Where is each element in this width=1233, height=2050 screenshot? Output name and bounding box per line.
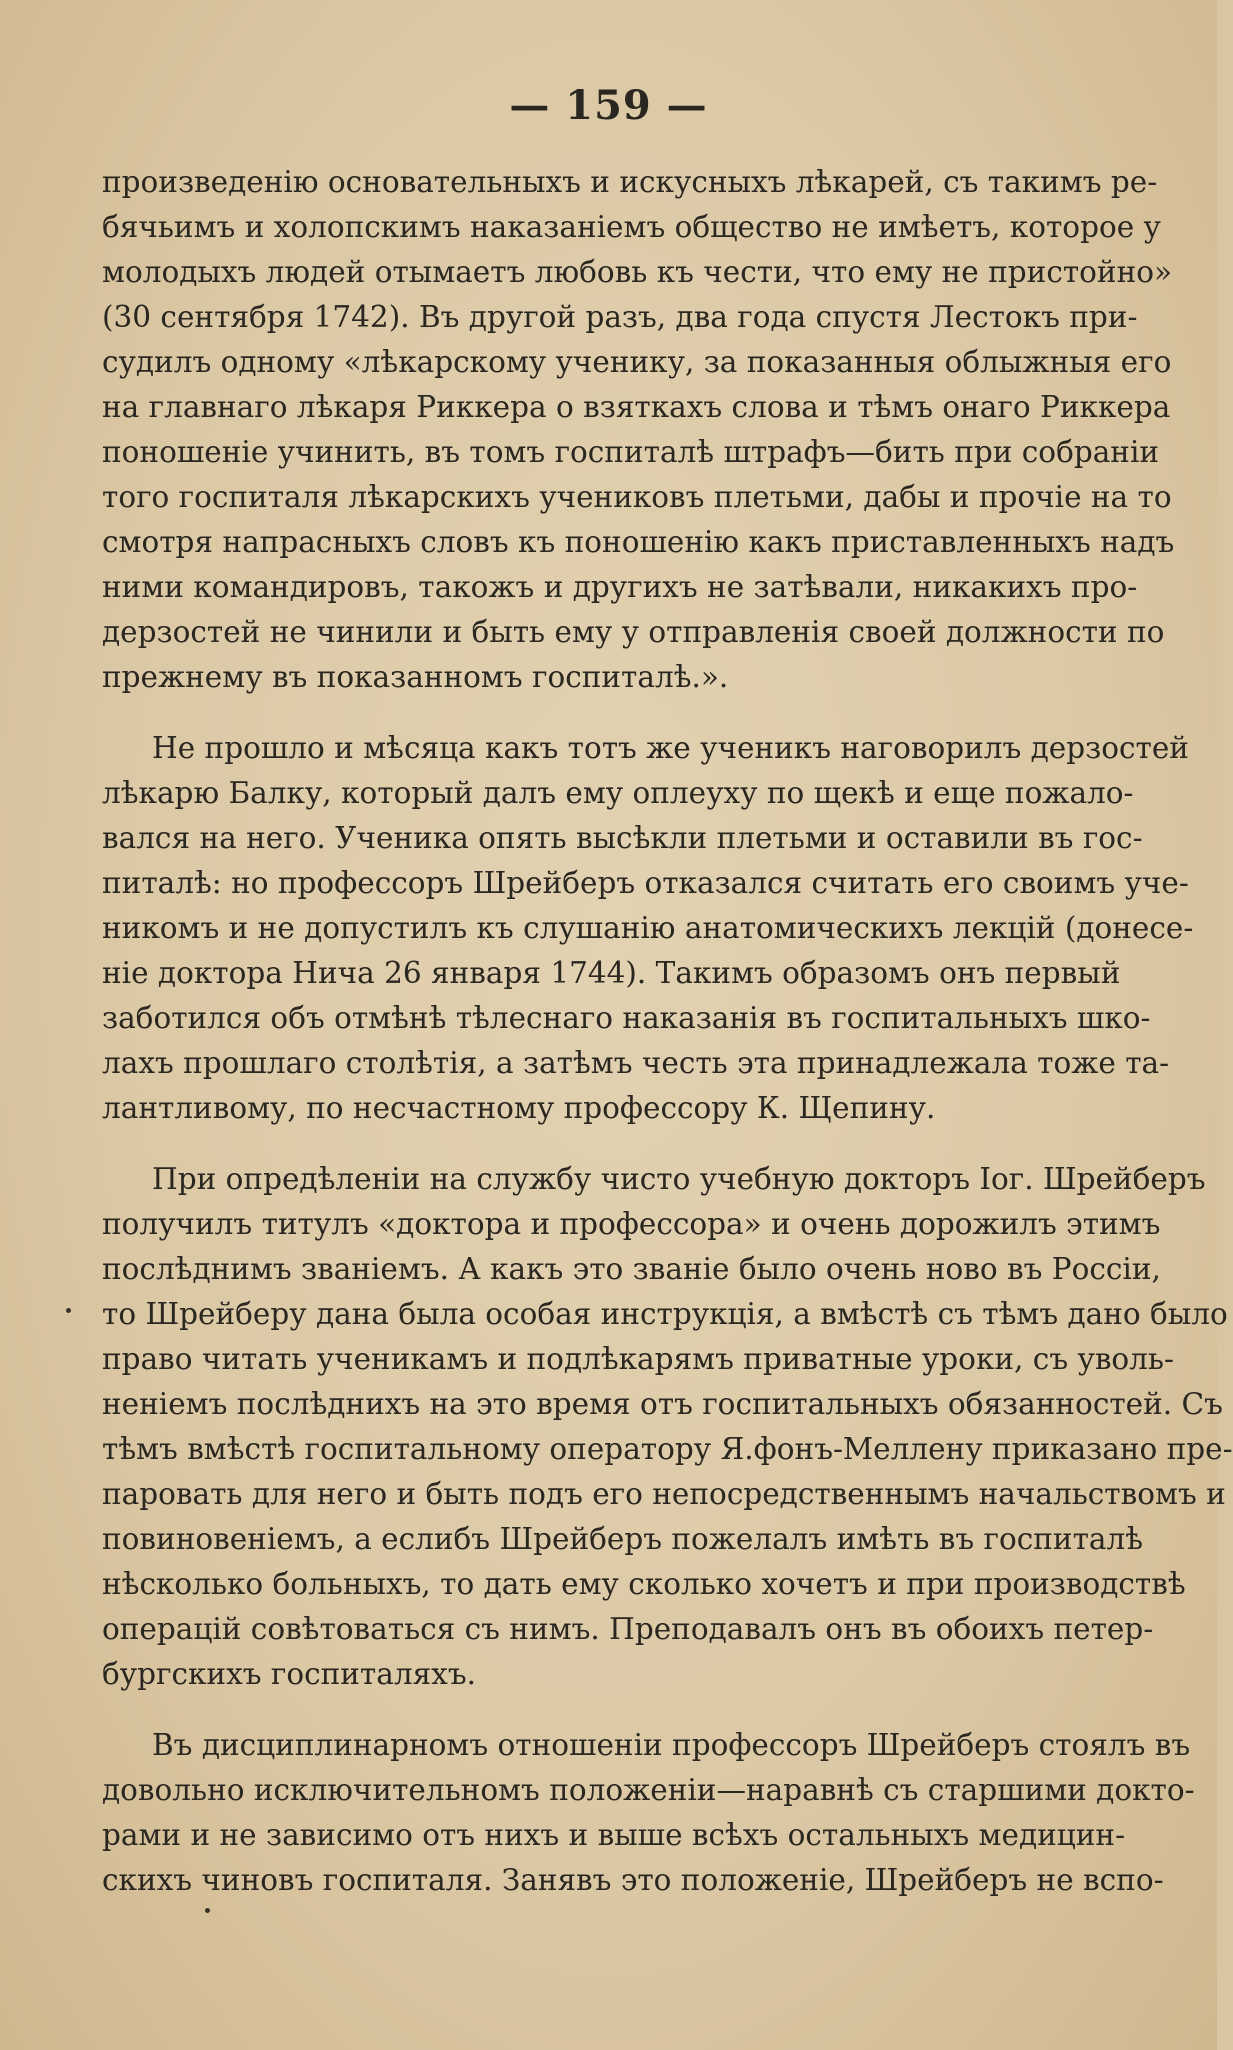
text-line: скихъ чиновъ госпиталя. Занявъ это положеніе, Шрейберъ не вспо- [102,1863,1164,1897]
text-line: паровать для него и быть подъ его непосредственнымъ начальствомъ и [102,1477,1226,1511]
text-line: послѣднимъ званіемъ. А какъ это званіе было очень ново въ Россіи, [102,1252,1161,1286]
text-line: повиновеніемъ, а еслибъ Шрейберъ пожелалъ имѣть въ госпиталѣ [102,1522,1144,1556]
text-line: тѣмъ вмѣстѣ госпитальному оператору Я.фонъ-Меллену приказано пре- [102,1432,1233,1466]
text-line: лантливому, по несчастному профессору К. Щепину. [102,1091,936,1125]
ink-speck [205,1908,210,1913]
text-line: молодыхъ людей отымаетъ любовь къ чести, что ему не пристойно» [102,255,1173,289]
text-line: заботился объ отмѣнѣ тѣлеснаго наказанія въ госпитальныхъ шко- [102,1001,1151,1035]
text-line: никомъ и не допустилъ къ слушанію анатомическихъ лекцій (донесе- [102,911,1194,945]
text-line: Въ дисциплинарномъ отношеніи профессоръ Шрейберъ стоялъ въ [152,1728,1191,1762]
paragraph-1 [102,160,1175,700]
text-line: неніемъ послѣднихъ на это время отъ госпитальныхъ обязанностей. Съ [102,1387,1223,1421]
text-line: (30 сентября 1742). Въ другой разъ, два года спустя Лестокъ при- [102,300,1138,334]
text-line: рами и не зависимо отъ нихъ и выше всѣхъ остальныхъ медицин- [102,1818,1126,1852]
text-line: нѣсколько больныхъ, то дать ему сколько хочетъ и при производствѣ [102,1567,1186,1601]
text-line: дерзостей не чинили и быть ему у отправленія своей должности по [102,615,1165,649]
page-number: — 159 — [509,82,708,129]
text-line: произведенію основательныхъ и искусныхъ лѣкарей, съ такимъ ре- [102,165,1158,199]
text-line: ніе доктора Нича 26 января 1744). Такимъ образомъ онъ первый [102,956,1121,990]
paragraph-2 [102,726,1194,1131]
text-line: право читать ученикамъ и подлѣкарямъ приватные уроки, съ уволь- [102,1342,1174,1376]
body-text [102,160,1233,1903]
text-line: операцій совѣтоваться съ нимъ. Преподавалъ онъ въ обоихъ петер- [102,1612,1154,1646]
text-line: судилъ одному «лѣкарскому ученику, за показанныя облыжныя его [102,345,1172,379]
text-line: довольно исключительномъ положеніи—наравнѣ съ старшими докто- [102,1773,1195,1807]
text-line: питалѣ: но профессоръ Шрейберъ отказался считать его своимъ уче- [102,866,1189,900]
text-line: бургскихъ госпиталяхъ. [102,1657,476,1691]
text-line: лахъ прошлаго столѣтія, а затѣмъ честь эта принадлежала тоже та- [102,1046,1170,1080]
text-line: то Шрейберу дана была особая инструкція, а вмѣстѣ съ тѣмъ дано было [102,1297,1228,1331]
text-line: смотря напрасныхъ словъ къ поношенію какъ приставленныхъ надъ [102,525,1175,559]
text-line: того госпиталя лѣкарскихъ учениковъ плетьми, дабы и прочіе на то [102,480,1172,514]
text-line: на главнаго лѣкаря Риккера о взяткахъ слова и тѣмъ онаго Риккера [102,390,1171,424]
text-line: прежнему въ показанномъ госпиталѣ.». [102,660,729,694]
text-line: получилъ титулъ «доктора и профессора» и очень дорожилъ этимъ [102,1207,1161,1241]
text-line: лѣкарю Балку, который далъ ему оплеуху по щекѣ и еще пожало- [102,776,1134,810]
paragraph-4 [102,1723,1195,1903]
text-line: поношеніе учинить, въ томъ госпиталѣ штрафъ—бить при собраніи [102,435,1160,469]
paragraph-3 [102,1157,1233,1697]
text-line: Не прошло и мѣсяца какъ тотъ же ученикъ наговорилъ дерзостей [152,731,1189,765]
ink-speck [66,1308,71,1313]
text-line: бячьимъ и холопскимъ наказаніемъ общество не имѣетъ, которое у [102,210,1161,244]
text-line: ними командировъ, такожъ и другихъ не затѣвали, никакихъ про- [102,570,1138,604]
text-line: При опредѣленіи на службу чисто учебную докторъ Іог. Шрейберъ [152,1162,1206,1196]
text-line: вался на него. Ученика опять высѣкли плетьми и оставили въ гос- [102,821,1143,855]
